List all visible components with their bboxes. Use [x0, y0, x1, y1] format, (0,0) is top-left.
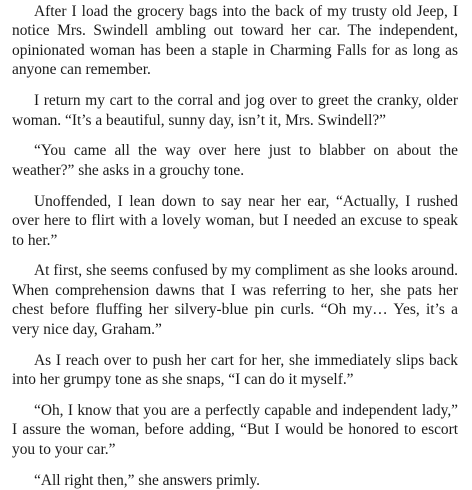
paragraph-2: I return my cart to the corral and jog over to greet the cranky, older woman. “It’s a beautiful, sunny day, isn’t it, Mrs. Swindell?”	[12, 92, 458, 129]
paragraph-7: “Oh, I know that you are a perfectly capable and independent lady,” I assure the woman, before adding, “But I would be honored to escort you to your car.”	[12, 401, 458, 458]
paragraph-4: Unoffended, I lean down to say near her ear, “Actually, I rushed over here to flirt with a lovely woman, but I needed an excuse to speak to her.”	[12, 192, 458, 249]
paragraph-1: After I load the grocery bags into the back of my trusty old Jeep, I notice Mrs. Swindell ambling out toward her car. The independent, opinionated woman has been a staple in Charming Falls for as long as anyone can remember.	[12, 3, 458, 79]
paragraph-8: “All right then,” she answers primly.	[34, 471, 260, 489]
paragraph-6: As I reach over to push her cart for her, she immediately slips back into her grumpy tone as she snaps, “I can do it myself.”	[12, 351, 458, 388]
paragraph-5: At first, she seems confused by my compliment as she looks around. When comprehension dawns that I was referring to her, she pats her chest before fluffing her silvery-blue pin curls. “Oh my… Yes, it’s a very nice day, Graham.”	[12, 262, 458, 338]
paragraph-3: “You came all the way over here just to blabber on about the weather?” she asks in a grouchy tone.	[12, 142, 458, 179]
